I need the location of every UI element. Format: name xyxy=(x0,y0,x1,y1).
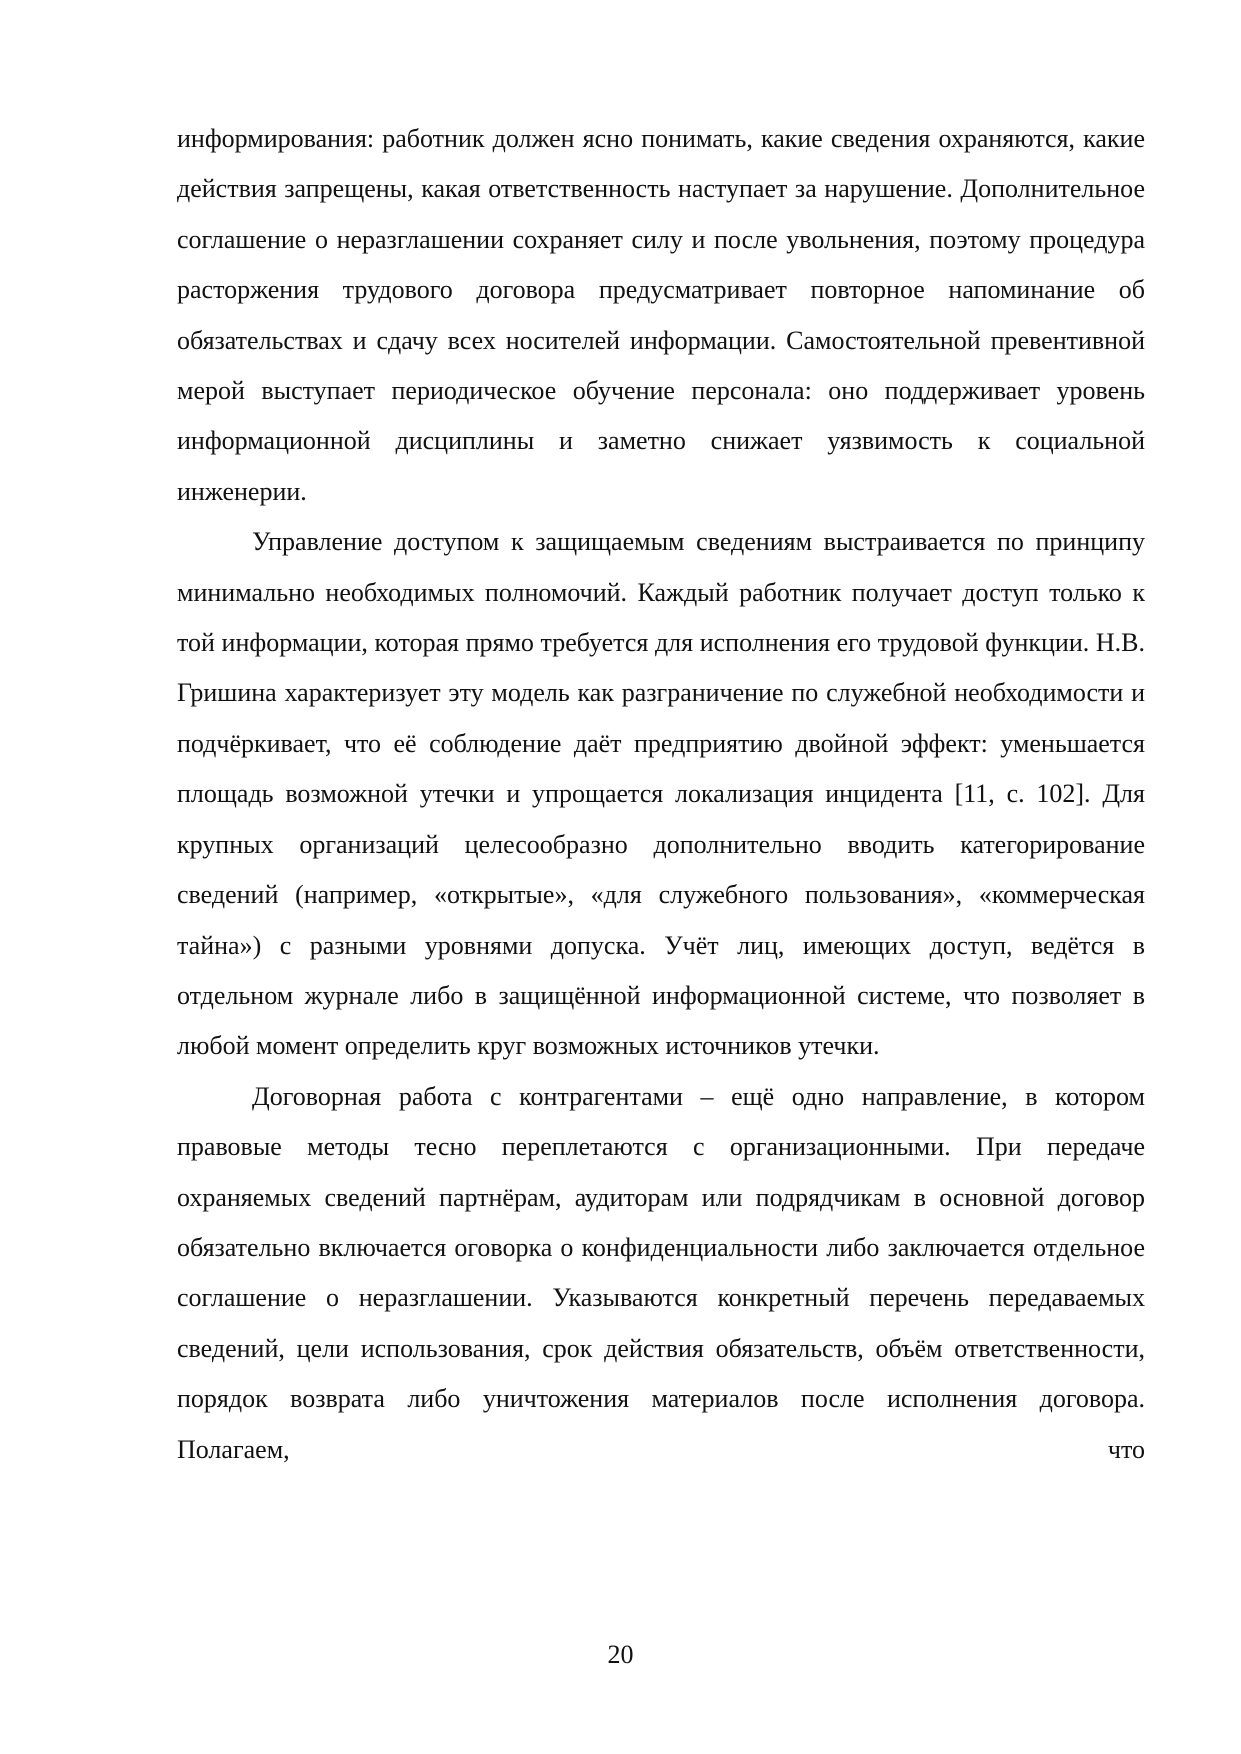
paragraph-access-control: Управление доступом к защищаемым сведениям выстраивается по принципу минимально необходимых полномочий. Каждый работник получает доступ только к той информации, которая прямо требуется для исполнения его трудовой функции. Н.В. Гришина характеризует эту модель как разграничение по служебной необходимости и подчёркивает, что её соблюдение даёт предприятию двойной эффект: уменьшается площадь возможной утечки и упрощается локализация инцидента [11, с. 102]. Для крупных организаций целесообразно дополнительно вводить категорирование сведений (например, «открытые», «для служебного пользования», «коммерческая тайна») с разными уровнями допуска. Учёт лиц, имеющих доступ, ведётся в отдельном журнале либо в защищённой информационной системе, что позволяет в любой момент определить круг возможных источников утечки. xyxy=(177,527,1145,1061)
paragraph-continuation: информирования: работник должен ясно понимать, какие сведения охраняются, какие действия запрещены, какая ответственность наступает за нарушение. Дополнительное соглашение о неразглашении сохраняет силу и после увольнения, поэтому процедура расторжения трудового договора предусматривает повторное напоминание об обязательствах и сдачу всех носителей информации. Самостоятельной превентивной мерой выступает периодическое обучение персонала: оно поддерживает уровень информационной дисциплины и заметно снижает уязвимость к социальной инженерии. xyxy=(177,124,1145,506)
page-number: 20 xyxy=(607,1640,634,1669)
paragraph-contractors: Договорная работа с контрагентами – ещё одно направление, в котором правовые методы тесно переплетаются с организационными. При передаче охраняемых сведений партнёрам, аудиторам или подрядчикам в основной договор обязательно включается оговорка о конфиденциальности либо заключается отдельное соглашение о неразглашении. Указываются конкретный перечень передаваемых сведений, цели использования, срок действия обязательств, объём ответственности, порядок возврата либо уничтожения материалов после исполнения договора. Полагаем, что xyxy=(177,1081,1145,1464)
body-text xyxy=(177,114,1145,1475)
